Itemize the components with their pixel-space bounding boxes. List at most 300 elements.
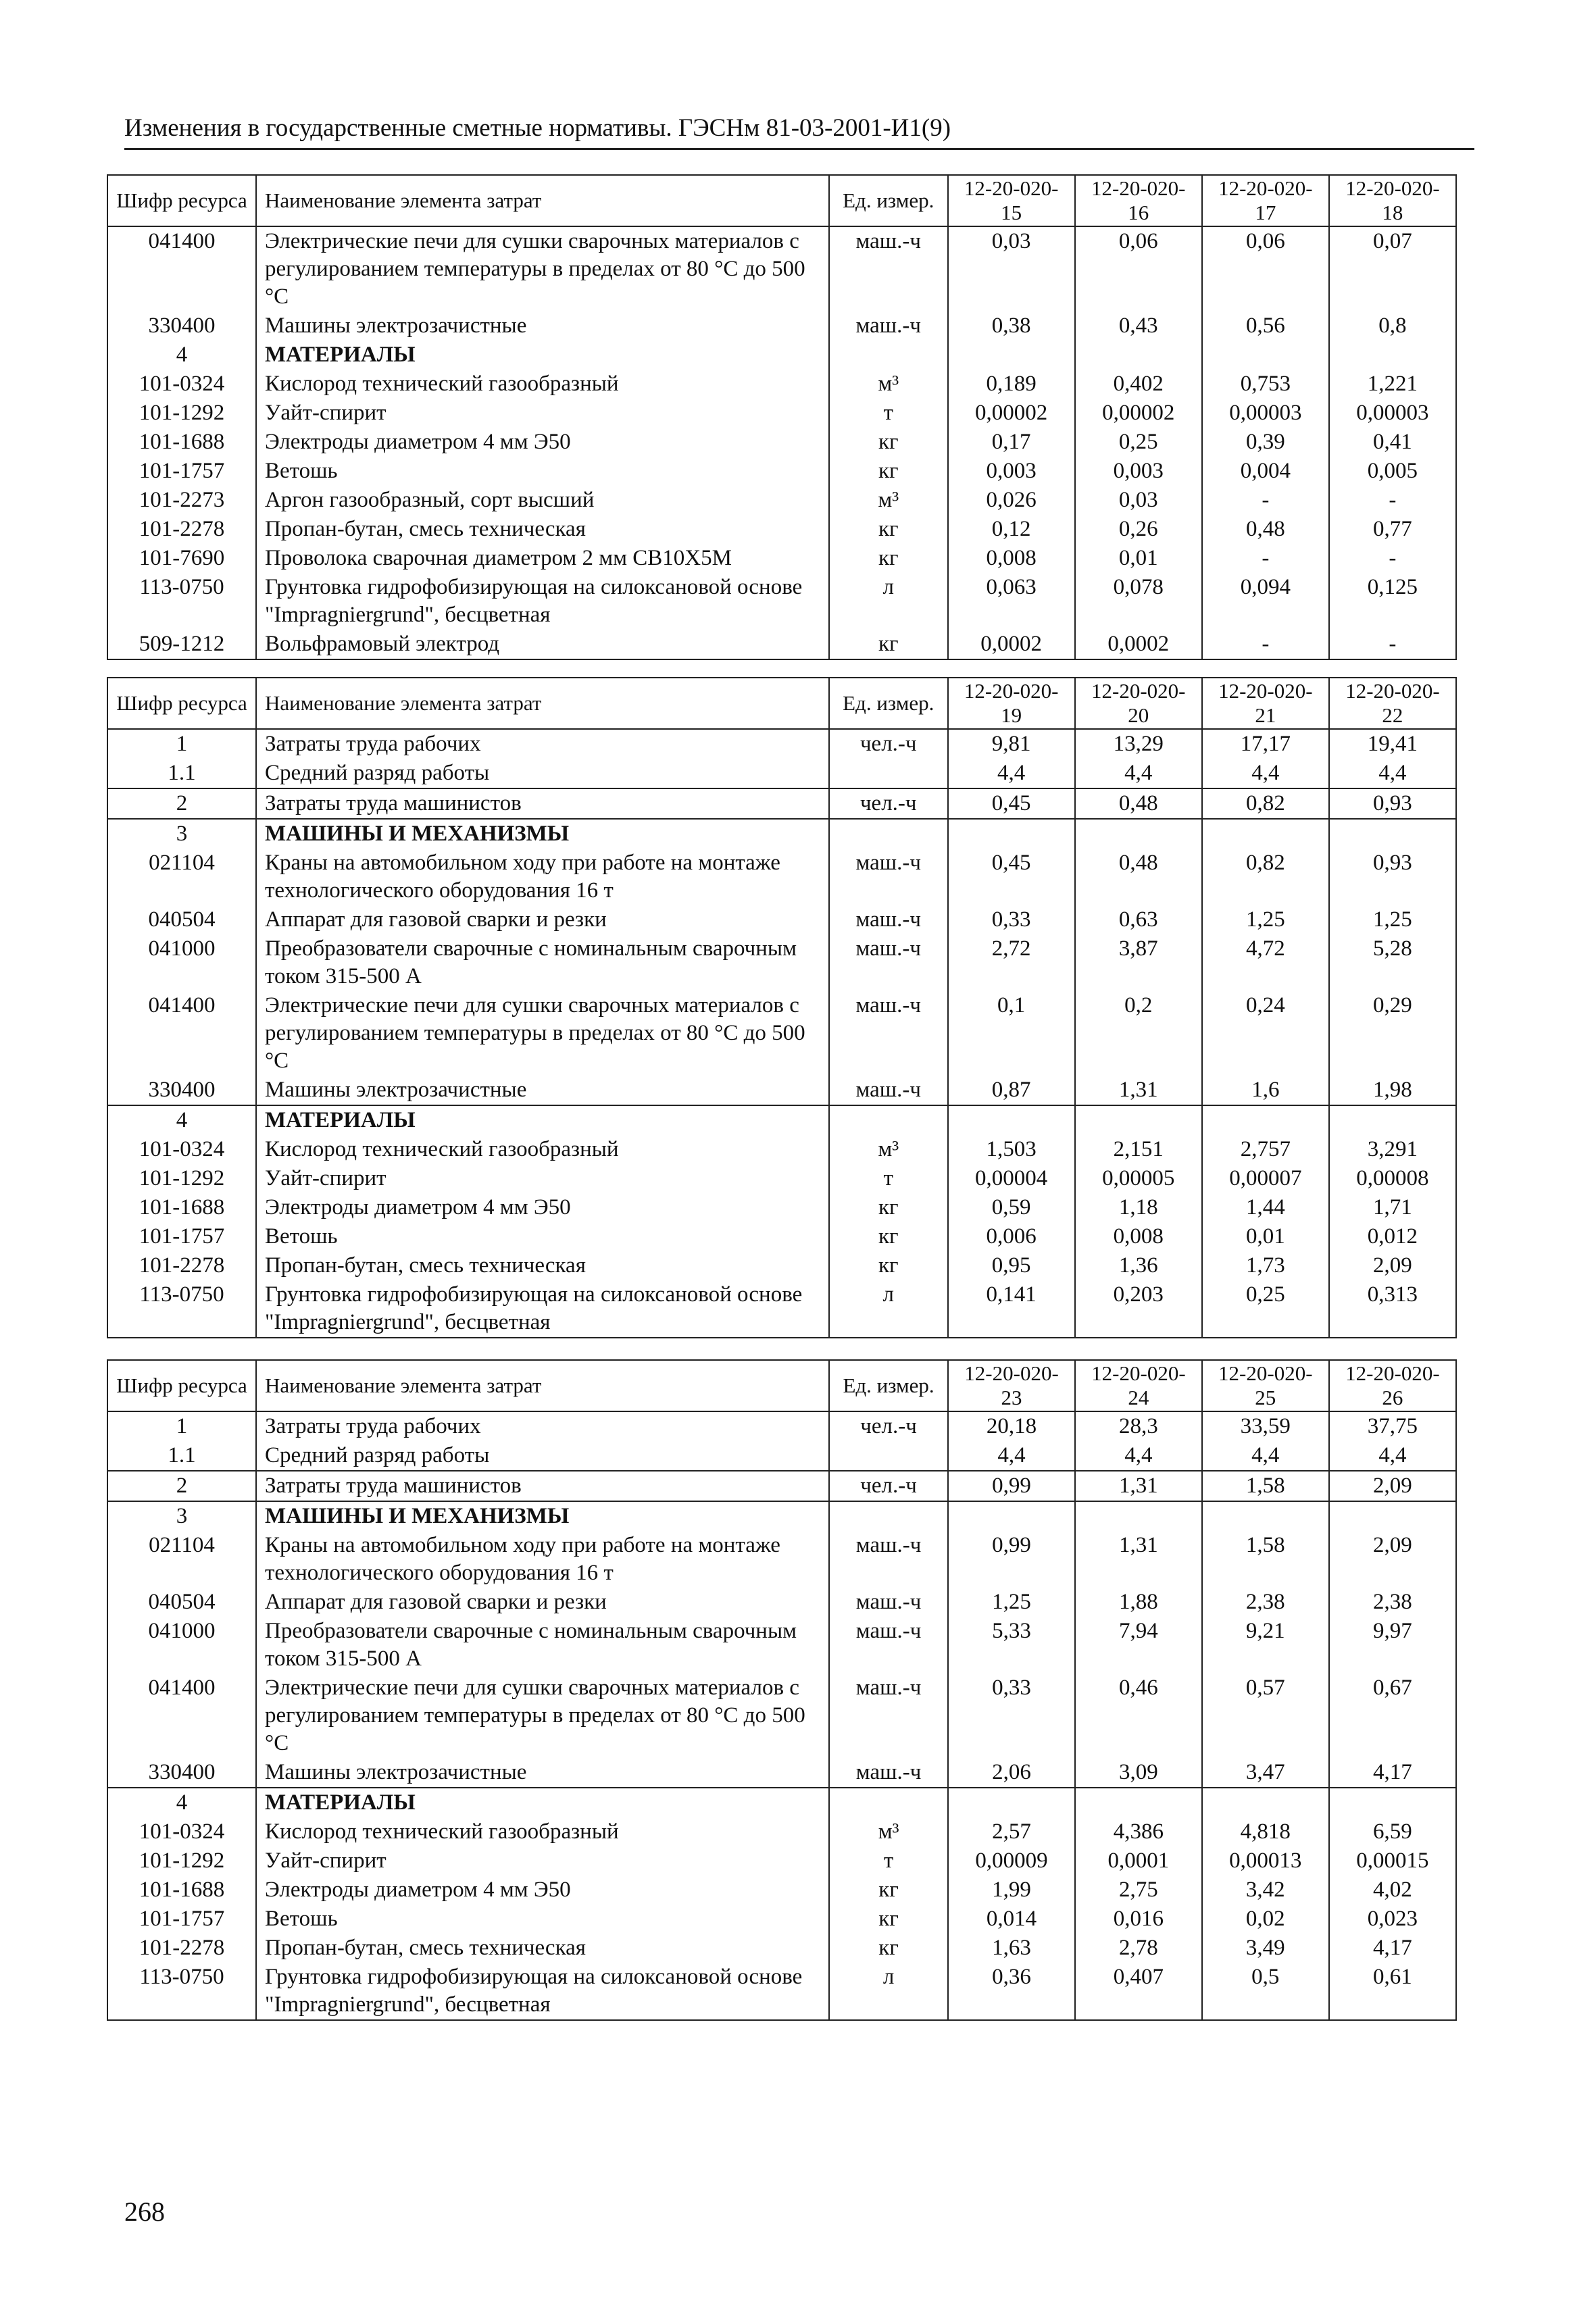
resource-name: Средний разряд работы — [256, 759, 829, 788]
norm-value: 2,06 — [948, 1758, 1075, 1788]
resource-unit: маш.-ч — [829, 934, 948, 991]
norm-value — [948, 1788, 1075, 1817]
norm-value: 4,4 — [1378, 1443, 1407, 1467]
norm-value — [1202, 1105, 1329, 1135]
resource-unit — [829, 1441, 948, 1471]
norm-value: 0,26 — [1075, 515, 1202, 544]
header-code: Шифр ресурса — [107, 175, 256, 226]
norm-value — [948, 341, 1075, 370]
header-norm-code: 12-20-020-17 — [1202, 175, 1329, 226]
norm-value: 0,2 — [1075, 991, 1202, 1076]
norm-value: 4,4 — [948, 759, 1075, 788]
norm-value: 3,47 — [1202, 1758, 1329, 1788]
resource-code: 040504 — [107, 905, 256, 934]
norm-value: 0,25 — [1075, 428, 1202, 457]
table-row — [107, 819, 1456, 849]
resource-name: Ветошь — [256, 457, 829, 486]
norm-value — [1202, 341, 1329, 370]
norm-value: - — [1389, 488, 1397, 512]
table-row — [107, 457, 1456, 486]
norm-value: 2,757 — [1202, 1135, 1329, 1164]
table-row — [107, 341, 1456, 370]
norm-value: - — [1389, 546, 1397, 570]
resource-code: 2 — [107, 1471, 256, 1501]
norm-value: 0,07 — [1373, 229, 1412, 253]
resource-unit: маш.-ч — [829, 1758, 948, 1788]
norm-value: 5,28 — [1373, 936, 1412, 961]
resource-name: Пропан-бутан, смесь техническая — [256, 515, 829, 544]
resource-code: 101-1757 — [107, 1222, 256, 1251]
norm-value: 1,31 — [1075, 1531, 1202, 1588]
resource-code: 101-1292 — [107, 1846, 256, 1876]
norm-value: 0,87 — [948, 1076, 1075, 1105]
norm-value: 0,93 — [1373, 851, 1412, 875]
norm-value: 0,48 — [1075, 849, 1202, 905]
norm-value: 1,71 — [1373, 1195, 1412, 1219]
norm-value: 0,006 — [948, 1222, 1075, 1251]
norm-value: 1,73 — [1202, 1251, 1329, 1280]
resource-name: Вольфрамовый электрод — [256, 630, 829, 659]
resource-name: МАТЕРИАЛЫ — [256, 1105, 829, 1135]
norm-value: 0,203 — [1075, 1280, 1202, 1338]
norms-table-1 — [107, 174, 1457, 660]
resource-name: Затраты труда рабочих — [256, 729, 829, 759]
resource-unit: м³ — [829, 1817, 948, 1846]
norm-value: 3,87 — [1075, 934, 1202, 991]
table-row — [107, 544, 1456, 573]
resource-unit — [829, 759, 948, 788]
resource-code: 101-1688 — [107, 1876, 256, 1905]
table-row — [107, 1251, 1456, 1280]
norm-value: 0,402 — [1075, 370, 1202, 399]
table-row — [107, 729, 1456, 759]
norm-value: 2,57 — [948, 1817, 1075, 1846]
norm-value: 4,4 — [1075, 1441, 1202, 1471]
table-row — [107, 370, 1456, 399]
norm-value: - — [1202, 544, 1329, 573]
resource-code: 1.1 — [107, 759, 256, 788]
norm-value: 0,25 — [1202, 1280, 1329, 1338]
resource-code: 041400 — [107, 1674, 256, 1758]
table-row — [107, 1411, 1456, 1441]
norm-value: 0,01 — [1075, 544, 1202, 573]
norm-value: 19,41 — [1367, 732, 1418, 756]
norm-value: 0,36 — [948, 1963, 1075, 2020]
norm-value: 1,503 — [948, 1135, 1075, 1164]
resource-name: Затраты труда машинистов — [256, 1471, 829, 1501]
norm-value: 0,24 — [1202, 991, 1329, 1076]
norm-value: 0,00004 — [948, 1164, 1075, 1193]
norm-value: 0,00009 — [948, 1846, 1075, 1876]
resource-unit: маш.-ч — [829, 1674, 948, 1758]
norm-value: 0,12 — [948, 515, 1075, 544]
norm-value: 0,0002 — [1075, 630, 1202, 659]
norm-value: 4,818 — [1202, 1817, 1329, 1846]
table-row — [107, 1531, 1456, 1588]
norm-value — [1329, 1105, 1456, 1135]
resource-code: 4 — [107, 341, 256, 370]
resource-name: Электроды диаметром 4 мм Э50 — [256, 1193, 829, 1222]
resource-code: 101-1757 — [107, 457, 256, 486]
resource-code: 101-2273 — [107, 486, 256, 515]
norm-value: 0,0001 — [1075, 1846, 1202, 1876]
norm-value — [1329, 341, 1456, 370]
norm-value: 4,386 — [1075, 1817, 1202, 1846]
norm-value: 2,78 — [1075, 1934, 1202, 1963]
resource-code: 509-1212 — [107, 630, 256, 659]
table-row — [107, 849, 1456, 905]
table-row — [107, 428, 1456, 457]
norm-value — [1075, 341, 1202, 370]
resource-name: Электрические печи для сушки сварочных материалов с регулированием температуры в пределах от 80 °С до 500 °С — [256, 1674, 829, 1758]
resource-name: Аргон газообразный, сорт высший — [256, 486, 829, 515]
resource-code: 101-2278 — [107, 515, 256, 544]
table-row — [107, 1471, 1456, 1501]
table-row — [107, 515, 1456, 544]
resource-name: Электроды диаметром 4 мм Э50 — [256, 1876, 829, 1905]
table-row — [107, 1758, 1456, 1788]
norm-value: 0,023 — [1367, 1907, 1418, 1931]
norm-value: 0,407 — [1075, 1963, 1202, 2020]
norm-value: 0,03 — [948, 226, 1075, 311]
resource-unit: м³ — [829, 370, 948, 399]
norm-value: 0,313 — [1367, 1282, 1418, 1307]
norm-value: 0,63 — [1075, 905, 1202, 934]
norm-value: 0,06 — [1202, 226, 1329, 311]
norm-value: 0,99 — [948, 1531, 1075, 1588]
norm-value: 0,01 — [1202, 1222, 1329, 1251]
resource-code: 101-1292 — [107, 399, 256, 428]
resource-unit — [829, 1788, 948, 1817]
norm-value: 1,44 — [1202, 1193, 1329, 1222]
resource-name: Проволока сварочная диаметром 2 мм СВ10Х5М — [256, 544, 829, 573]
resource-name: Пропан-бутан, смесь техническая — [256, 1251, 829, 1280]
norm-value: 0,59 — [948, 1193, 1075, 1222]
table-row — [107, 1788, 1456, 1817]
resource-unit — [829, 819, 948, 849]
resource-name: Уайт-спирит — [256, 1164, 829, 1193]
norm-value: 0,46 — [1075, 1674, 1202, 1758]
page-number: 268 — [124, 2196, 165, 2227]
norm-value: 0,48 — [1202, 515, 1329, 544]
norm-value: 33,59 — [1202, 1411, 1329, 1441]
resource-unit: кг — [829, 1193, 948, 1222]
norm-value: 1,6 — [1202, 1076, 1329, 1105]
norm-value: 17,17 — [1202, 729, 1329, 759]
resource-unit: м³ — [829, 1135, 948, 1164]
norm-value: 0,078 — [1075, 573, 1202, 630]
norm-value: 0,99 — [948, 1471, 1075, 1501]
resource-name: Затраты труда рабочих — [256, 1411, 829, 1441]
resource-code: 113-0750 — [107, 1963, 256, 2020]
norm-value: 0,014 — [948, 1905, 1075, 1934]
table-row — [107, 1501, 1456, 1531]
header-title: Изменения в государственные сметные нормативы. ГЭСНм 81-03-2001-И1(9) — [124, 114, 951, 142]
resource-name: Краны на автомобильном ходу при работе на монтаже технологического оборудования 16 т — [256, 1531, 829, 1588]
resource-name: Уайт-спирит — [256, 1846, 829, 1876]
norm-value — [1202, 1788, 1329, 1817]
norm-value: 0,67 — [1373, 1676, 1412, 1700]
resource-name: Краны на автомобильном ходу при работе на монтаже технологического оборудования 16 т — [256, 849, 829, 905]
norms-table-3 — [107, 1359, 1457, 2021]
resource-code: 101-0324 — [107, 370, 256, 399]
resource-name: Преобразователи сварочные с номинальным сварочным током 315-500 А — [256, 934, 829, 991]
table-row — [107, 1164, 1456, 1193]
norm-value: 1,58 — [1202, 1531, 1329, 1588]
norm-value: 0,00013 — [1202, 1846, 1329, 1876]
resource-unit: маш.-ч — [829, 226, 948, 311]
norm-value — [1202, 1501, 1329, 1531]
norm-value: 2,151 — [1075, 1135, 1202, 1164]
resource-unit: маш.-ч — [829, 991, 948, 1076]
norm-value: 2,38 — [1373, 1590, 1412, 1614]
norm-value: 2,75 — [1075, 1876, 1202, 1905]
norm-value: 2,09 — [1373, 1253, 1412, 1278]
norm-value: 0,012 — [1367, 1224, 1418, 1249]
norm-value: 2,72 — [948, 934, 1075, 991]
norm-value: 1,98 — [1373, 1078, 1412, 1102]
resource-unit — [829, 1501, 948, 1531]
resource-unit: маш.-ч — [829, 311, 948, 341]
norm-value: 0,45 — [948, 788, 1075, 819]
norm-value: 0,00005 — [1075, 1164, 1202, 1193]
norm-value: 1,58 — [1202, 1471, 1329, 1501]
norm-value: 3,09 — [1075, 1758, 1202, 1788]
norm-value: 2,09 — [1329, 1471, 1456, 1501]
resource-unit — [829, 341, 948, 370]
table-row — [107, 1280, 1456, 1338]
table-row — [107, 399, 1456, 428]
norm-value: 9,21 — [1202, 1617, 1329, 1674]
resource-code: 1 — [107, 729, 256, 759]
norm-value: 0,00002 — [1075, 399, 1202, 428]
resource-unit: кг — [829, 1934, 948, 1963]
header-norm-code: 12-20-020-16 — [1075, 175, 1202, 226]
norm-value: 0,063 — [948, 573, 1075, 630]
resource-unit: маш.-ч — [829, 1588, 948, 1617]
norm-value: 0,00015 — [1356, 1848, 1429, 1873]
header-norm-code: 12-20-020-19 — [948, 678, 1075, 729]
resource-name: Ветошь — [256, 1905, 829, 1934]
norm-value: 0,33 — [948, 1674, 1075, 1758]
norm-value: 0,094 — [1202, 573, 1329, 630]
norm-value: 3,49 — [1202, 1934, 1329, 1963]
norm-value: 0,82 — [1202, 849, 1329, 905]
table-header-row — [107, 175, 1456, 226]
norm-value: 0,03 — [1075, 486, 1202, 515]
resource-name: Аппарат для газовой сварки и резки — [256, 1588, 829, 1617]
resource-unit: маш.-ч — [829, 905, 948, 934]
norm-value: - — [1202, 630, 1329, 659]
resource-name: Преобразователи сварочные с номинальным сварочным током 315-500 А — [256, 1617, 829, 1674]
norm-value: 0,93 — [1329, 788, 1456, 819]
header-norm-code: 12-20-020-20 — [1075, 678, 1202, 729]
norm-value: 0,43 — [1075, 311, 1202, 341]
norm-value: 0,016 — [1075, 1905, 1202, 1934]
norm-value — [1329, 1788, 1456, 1817]
resource-unit: маш.-ч — [829, 1531, 948, 1588]
norm-value: 0,56 — [1202, 311, 1329, 341]
norm-value: 0,0002 — [948, 630, 1075, 659]
norm-value — [1075, 1788, 1202, 1817]
resource-unit: чел.-ч — [829, 788, 948, 819]
resource-unit: кг — [829, 428, 948, 457]
norm-value: - — [1202, 486, 1329, 515]
norm-value: 1,221 — [1367, 372, 1418, 396]
norm-value: 0,61 — [1373, 1965, 1412, 1989]
norm-value: 0,008 — [1075, 1222, 1202, 1251]
resource-code: 1 — [107, 1411, 256, 1441]
table-row — [107, 311, 1456, 341]
table-row — [107, 1876, 1456, 1905]
header-norm-code: 12-20-020-18 — [1329, 175, 1456, 226]
resource-code: 040504 — [107, 1588, 256, 1617]
table-row — [107, 991, 1456, 1076]
table-row — [107, 1105, 1456, 1135]
table-row — [107, 1934, 1456, 1963]
norm-value: - — [1389, 632, 1397, 656]
resource-code: 330400 — [107, 1758, 256, 1788]
norm-value: 0,82 — [1202, 788, 1329, 819]
resource-name: Машины электрозачистные — [256, 1076, 829, 1105]
norm-value: 0,00002 — [948, 399, 1075, 428]
norm-value: 0,125 — [1367, 575, 1418, 599]
resource-name: МАТЕРИАЛЫ — [256, 341, 829, 370]
table-row — [107, 905, 1456, 934]
header-unit: Ед. измер. — [829, 175, 948, 226]
resource-name: Ветошь — [256, 1222, 829, 1251]
resource-code: 021104 — [107, 849, 256, 905]
norm-value: 0,008 — [948, 544, 1075, 573]
resource-code: 101-1757 — [107, 1905, 256, 1934]
resource-code: 3 — [107, 1501, 256, 1531]
resource-code: 101-1292 — [107, 1164, 256, 1193]
norm-value: 4,4 — [1202, 759, 1329, 788]
resource-code: 101-0324 — [107, 1135, 256, 1164]
table-row — [107, 573, 1456, 630]
norm-value — [1075, 1105, 1202, 1135]
resource-code: 330400 — [107, 311, 256, 341]
resource-name: Грунтовка гидрофобизирующая на силоксановой основе "Impragniergrund", бесцветная — [256, 1280, 829, 1338]
header-unit: Ед. измер. — [829, 1360, 948, 1411]
table-row — [107, 1441, 1456, 1471]
resource-code: 041000 — [107, 1617, 256, 1674]
resource-code: 101-1688 — [107, 428, 256, 457]
norm-value: 1,63 — [948, 1934, 1075, 1963]
header-norm-code: 12-20-020-21 — [1202, 678, 1329, 729]
table-row — [107, 934, 1456, 991]
resource-code: 041400 — [107, 991, 256, 1076]
norm-value: 0,003 — [948, 457, 1075, 486]
table-row — [107, 1222, 1456, 1251]
norm-value: 13,29 — [1075, 729, 1202, 759]
page-header — [124, 114, 1474, 150]
norm-value: 4,4 — [948, 1441, 1075, 1471]
resource-name: Машины электрозачистные — [256, 311, 829, 341]
resource-name: Грунтовка гидрофобизирующая на силоксановой основе "Impragniergrund", бесцветная — [256, 573, 829, 630]
norm-value: 4,17 — [1373, 1936, 1412, 1960]
norm-value: 1,25 — [1373, 907, 1412, 932]
resource-name: Средний разряд работы — [256, 1441, 829, 1471]
table-row — [107, 1674, 1456, 1758]
resource-code: 3 — [107, 819, 256, 849]
resource-code: 1.1 — [107, 1441, 256, 1471]
header-norm-code: 12-20-020-15 — [948, 175, 1075, 226]
norm-value: 0,41 — [1373, 430, 1412, 454]
norm-value: 0,00003 — [1202, 399, 1329, 428]
resource-unit — [829, 1105, 948, 1135]
resource-code: 113-0750 — [107, 573, 256, 630]
norm-value: 0,00007 — [1202, 1164, 1329, 1193]
resource-name: Грунтовка гидрофобизирующая на силоксановой основе "Impragniergrund", бесцветная — [256, 1963, 829, 2020]
resource-name: Затраты труда машинистов — [256, 788, 829, 819]
norm-value: 4,4 — [1202, 1441, 1329, 1471]
resource-unit: чел.-ч — [829, 1411, 948, 1441]
norm-value: 0,026 — [948, 486, 1075, 515]
norm-value — [948, 1105, 1075, 1135]
resource-code: 330400 — [107, 1076, 256, 1105]
norm-value: 0,39 — [1202, 428, 1329, 457]
norm-value: 0,00003 — [1356, 401, 1429, 425]
norm-value: 0,57 — [1202, 1674, 1329, 1758]
norm-value: 0,48 — [1075, 788, 1202, 819]
resource-unit: л — [829, 1280, 948, 1338]
resource-name: Аппарат для газовой сварки и резки — [256, 905, 829, 934]
header-code: Шифр ресурса — [107, 1360, 256, 1411]
resource-code: 101-2278 — [107, 1934, 256, 1963]
resource-unit: кг — [829, 544, 948, 573]
norm-value: 1,36 — [1075, 1251, 1202, 1280]
norm-value: 4,72 — [1202, 934, 1329, 991]
resource-code: 4 — [107, 1788, 256, 1817]
header-name: Наименование элемента затрат — [256, 175, 829, 226]
norm-value: 2,38 — [1202, 1588, 1329, 1617]
norm-value: 1,18 — [1075, 1193, 1202, 1222]
resource-name: Кислород технический газообразный — [256, 370, 829, 399]
resource-unit: кг — [829, 515, 948, 544]
norm-value: 0,141 — [948, 1280, 1075, 1338]
resource-unit: кг — [829, 630, 948, 659]
resource-name: МАТЕРИАЛЫ — [256, 1788, 829, 1817]
norm-value: 4,4 — [1378, 761, 1407, 785]
norm-value — [948, 819, 1075, 849]
norm-value: 1,25 — [948, 1588, 1075, 1617]
table-header-row — [107, 678, 1456, 729]
norm-value — [1202, 819, 1329, 849]
norm-value — [1329, 1501, 1456, 1531]
table-row — [107, 226, 1456, 311]
norm-value: 0,77 — [1373, 517, 1412, 541]
norm-value: 0,004 — [1202, 457, 1329, 486]
norm-value — [1075, 819, 1202, 849]
resource-unit: маш.-ч — [829, 1617, 948, 1674]
norm-value: 3,291 — [1367, 1137, 1418, 1161]
resource-unit: л — [829, 1963, 948, 2020]
table-row — [107, 788, 1456, 819]
resource-unit: чел.-ч — [829, 729, 948, 759]
resource-name: Уайт-спирит — [256, 399, 829, 428]
resource-name: Электрические печи для сушки сварочных материалов с регулированием температуры в пределах от 80 °С до 500 °С — [256, 991, 829, 1076]
resource-unit: чел.-ч — [829, 1471, 948, 1501]
norm-value: 1,99 — [948, 1876, 1075, 1905]
header-norm-code: 12-20-020-24 — [1075, 1360, 1202, 1411]
norm-value: 5,33 — [948, 1617, 1075, 1674]
resource-code: 113-0750 — [107, 1280, 256, 1338]
resource-name: МАШИНЫ И МЕХАНИЗМЫ — [256, 819, 829, 849]
table-row — [107, 630, 1456, 659]
resource-name: Пропан-бутан, смесь техническая — [256, 1934, 829, 1963]
header-norm-code: 12-20-020-25 — [1202, 1360, 1329, 1411]
